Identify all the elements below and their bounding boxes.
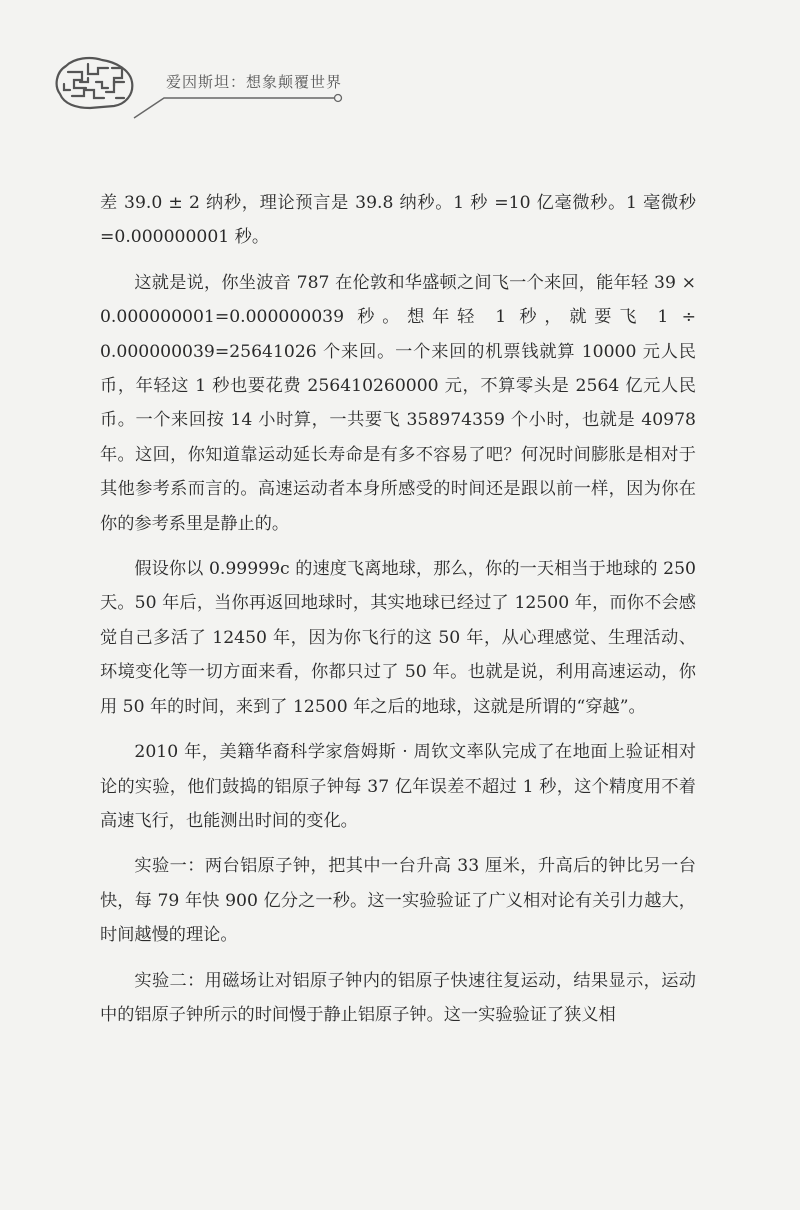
- brain-maze-icon: [50, 52, 138, 114]
- paragraph: 实验二：用磁场让对铝原子钟内的铝原子快速往复运动，结果显示，运动中的铝原子钟所示的时间慢于静止铝原子钟。这一实验验证了狭义相: [100, 970, 696, 1025]
- running-header: [0, 0, 800, 140]
- paragraph: 假设你以 0.99999c 的速度飞离地球，那么，你的一天相当于地球的 250 天。50 年后，当你再返回地球时，其实地球已经过了 12500 年，而你不会感觉自己多活了 12450 年，因为你飞行的这 50 年，从心理感觉、生理活动、环境变化等一切方面来看，你都只过了 50 年。也就是说，利用高速运动，你用 50 年的时间，来到了 12500 年之后的地球，这就是所谓的“穿越”。: [100, 559, 696, 717]
- paragraph: 这就是说，你坐波音 787 在伦敦和华盛顿之间飞一个来回，能年轻 39 × 0.000000001=0.000000039 秒。想年轻 1 秒，就要飞 1 ÷ 0.000000039=25641026 个来回。一个来回的机票钱就算 10000 元人民币，年轻这 1 秒也要花费 256410260000 元，不算零头是 2564 亿元人民币。一个来回按 14 小时算，一共要飞 358974359 个小时，也就是 40978 年。这回，你知道靠运动延长寿命是有多不容易了吧？何况时间膨胀是相对于其他参考系而言的。高速运动者本身所感受的时间还是跟以前一样，因为你在你的参考系里是静止的。: [100, 272, 696, 534]
- paragraph: 2010 年，美籍华裔科学家詹姆斯 · 周钦文率队完成了在地面上验证相对论的实验，他们鼓捣的铝原子钟每 37 亿年误差不超过 1 秒，这个精度用不着高速飞行，也能测出时间的变化。: [100, 742, 696, 831]
- paragraph: 实验一：两台铝原子钟，把其中一台升高 33 厘米，升高后的钟比另一台快，每 79 年快 900 亿分之一秒。这一实验验证了广义相对论有关引力越大，时间越慢的理论。: [100, 856, 696, 946]
- book-title: 爱因斯坦：想象颠覆世界: [166, 73, 343, 91]
- body-text: [100, 186, 696, 1043]
- paragraph: 差 39.0 ± 2 纳秒，理论预言是 39.8 纳秒。1 秒 =10 亿毫微秒。1 毫微秒 =0.000000001 秒。: [100, 193, 696, 248]
